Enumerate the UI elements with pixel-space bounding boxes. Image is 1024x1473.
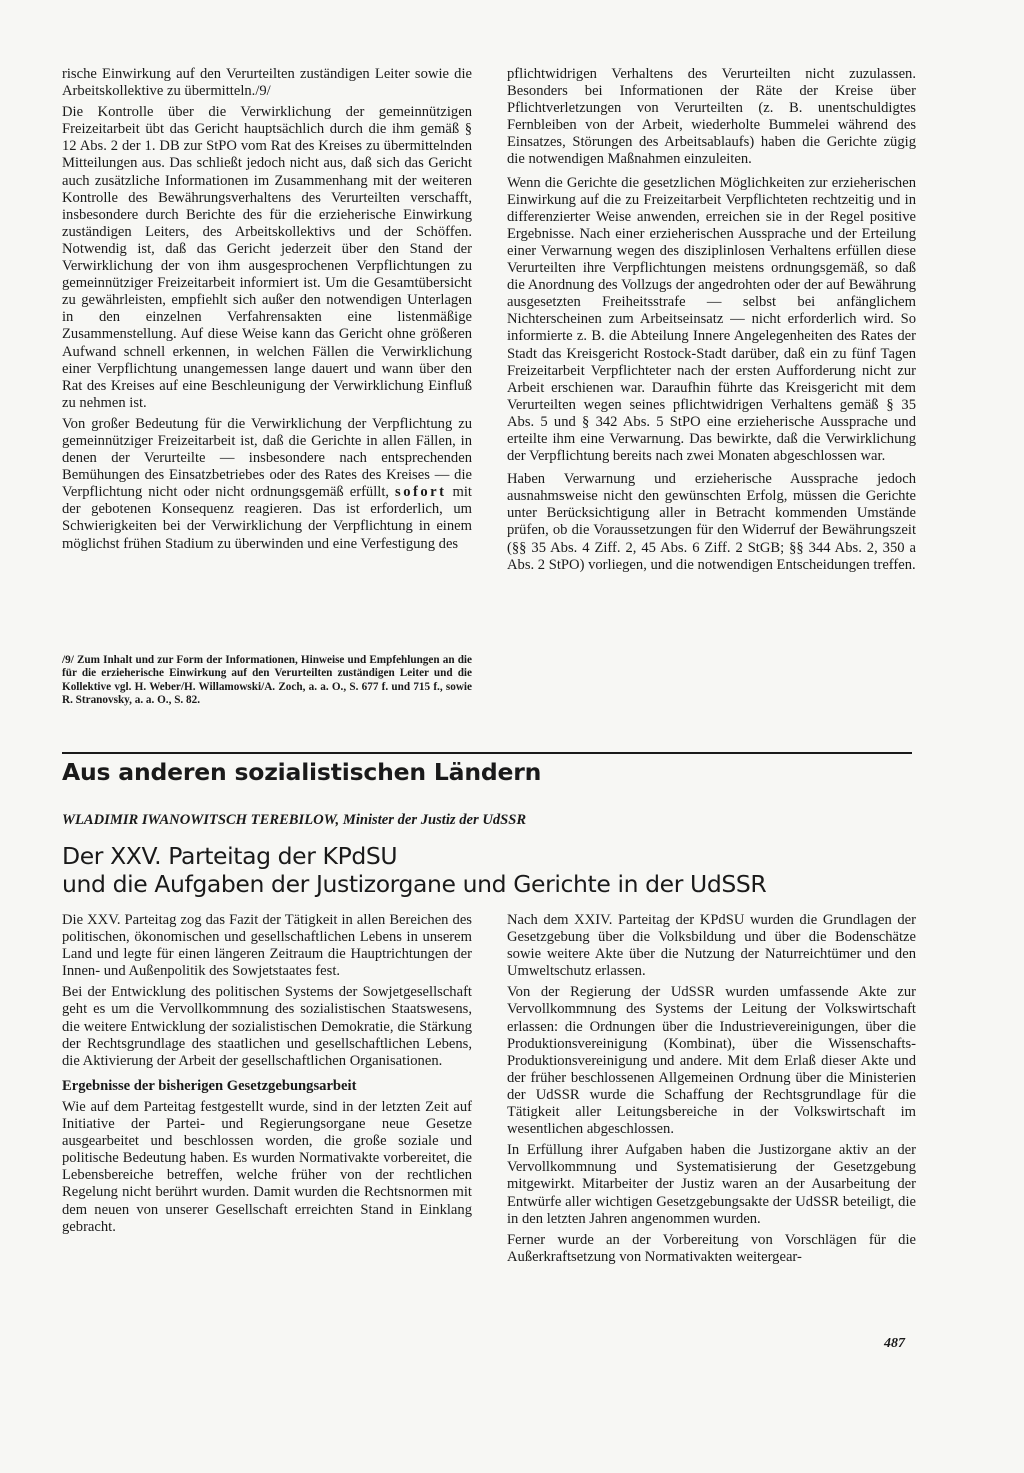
paragraph: Die XXV. Parteitag zog das Fazit der Tätigkeit in allen Bereichen des politischen, ökonomischen und gesellschaftlichen Lebens in unserem Land und legte für einen längeren Zeitraum die Hauptrichtungen der Innen- und Außenpolitik des Sowjetstaates fest.: [62, 912, 472, 980]
footnote: /9/ Zum Inhalt und zur Form der Informationen, Hinweise und Empfehlungen an die für die erzieherische Einwirkung auf den Verurteilten zuständigen Leiter und die Kollektive vgl. H. Weber/H. Willamowski/A. Zoch, a. a. O., S. 677 f. und 715 f., sowie R. Stranovsky, a. a. O., S. 82.: [62, 654, 472, 707]
emphasis-word: sofort: [395, 484, 447, 501]
headline-line-1: Der XXV. Parteitag der KPdSU: [62, 842, 398, 870]
paragraph: rische Einwirkung auf den Verurteilten zuständigen Leiter sowie die Arbeitskollektive zu übermitteln./9/: [62, 66, 472, 100]
section-divider: [62, 752, 912, 754]
paragraph: Von der Regierung der UdSSR wurden umfassende Akte zur Vervollkommnung des Systems der Leitung der Volkswirtschaft erlassen: die Ordnungen über die Industrievereinigungen, über die Produktionsvereinigung (Kombinat), über die Wissenschafts-Produktionsvereinigung und andere. Mit dem Erlaß dieser Akte und der früher beschlossenen Allgemeinen Ordnung über die Ministerien der UdSSR wurde die Schaffung der Rechtsgrundlage für die Tätigkeit aller Leitungsbereiche in der Volkswirtschaft im wesentlichen abgeschlossen.: [507, 984, 916, 1138]
paragraph: Die Kontrolle über die Verwirklichung der gemeinnützigen Freizeitarbeit übt das Gericht hauptsächlich durch die ihm gemäß § 12 Abs. 2 der 1. DB zur StPO vom Rat des Kreises zu übermittelnden Mitteilungen aus. Das schließt jedoch nicht aus, daß sich das Gericht auch zusätzliche Informationen im Zusammenhang mit der weiteren Kontrolle des Bewährungsverhaltens des Verurteilten verschafft, insbesondere durch Berichte des für die erzieherische Einwirkung zuständigen Leiters, des Arbeitskollektivs und der Schöffen. Notwendig ist, daß das Gericht jederzeit über den Stand der Verwirklichung der von ihm ausgesprochenen Verpflichtungen zu gemeinnütziger Freizeitarbeit informiert ist. Um die Gesamtübersicht zu gewährleisten, empfiehlt sich außer den notwendigen Unterlagen in den einzelnen Verfahrensakten eine listenmäßige Zusammenstellung. Auf diese Weise kann das Gericht ohne größeren Aufwand schnell erkennen, in welchen Fällen die Verwirklichung einer Verpflichtung unangemessen lange dauert und wann über den Rat des Kreises auf eine Beschleunigung der Verwirklichung Einfluß zu nehmen ist.: [62, 104, 472, 411]
page-number: 487: [884, 1336, 905, 1351]
top-right-column: [507, 66, 916, 578]
paragraph: pflichtwidrigen Verhaltens des Verurteilten nicht zuzulassen. Besonders bei Informationen der Räte der Kreise über Pflichtverletzungen von Verurteilten (z. B. unentschuldigtes Fernbleiben von der Arbeit, wiederholte Bummelei während des Einsatzes, Störungen des Arbeitsablaufs) haben die Gerichte zügig die notwendigen Maßnahmen einzuleiten.: [507, 66, 916, 168]
paragraph: Nach dem XXIV. Parteitag der KPdSU wurden die Grundlagen der Gesetzgebung über die Volksbildung und über die Bodenschätze sowie weitere Akte über die Nutzung der Naturreichtümer und den Umweltschutz erlassen.: [507, 912, 916, 980]
section-title: Aus anderen sozialistischen Ländern: [62, 758, 542, 786]
headline-line-2: und die Aufgaben der Justizorgane und Gerichte in der UdSSR: [62, 870, 767, 898]
bottom-left-column: [62, 912, 472, 1240]
top-left-column: [62, 66, 472, 557]
author-line: WLADIMIR IWANOWITSCH TEREBILOW, Minister der Justiz der UdSSR: [62, 812, 527, 828]
bottom-right-column: [507, 912, 916, 1270]
paragraph: Wenn die Gerichte die gesetzlichen Möglichkeiten zur erzieherischen Einwirkung auf die zu Freizeitarbeit Verpflichteten rechtzeitig und in differenzierter Weise anwenden, erreichen sie in der Regel positive Ergebnisse. Nach einer erzieherischen Aussprache und der Erteilung einer Verwarnung wegen des disziplinlosen Verhaltens erfüllen diese Verurteilten ihre Verpflichtungen meistens ordnungsgemäß, so daß die Anordnung des Vollzugs der angedrohten oder der auf Bewährung ausgesetzten Freiheitsstrafe — selbst bei anfänglichem Nichterscheinen zum Arbeitseinsatz — nicht erforderlich wird. So informierte z. B. die Abteilung Innere Angelegenheiten des Rates der Stadt das Kreisgericht Rostock-Stadt darüber, daß ein zu fünf Tagen Freizeitarbeit Verpflichteter nach der ersten Aufforderung nicht zur Arbeit erschienen war. Daraufhin führte das Kreisgericht mit dem Verurteilten wegen seines pflichtwidrigen Verhaltens gemäß § 35 Abs. 5 und § 342 Abs. 5 StPO eine erzieherische Aussprache und erteilte ihm eine Verwarnung. Das bewirkte, daß die Verwirklichung der Verpflichtung bereits nach zwei Monaten abgeschlossen war.: [507, 174, 916, 465]
paragraph: Ferner wurde an der Vorbereitung von Vorschlägen für die Außerkraftsetzung von Normativakten weitergear-: [507, 1231, 916, 1265]
paragraph: [62, 416, 472, 553]
paragraph-part: mit der gebotenen Konsequenz reagieren. Das ist erforderlich, um Schwierigkeiten bei der Verwirklichung der Verpflichtung in einem möglichst frühen Stadium zu überwinden und eine Verfestigung des: [62, 484, 472, 552]
article-headline: [62, 842, 922, 898]
paragraph: In Erfüllung ihrer Aufgaben haben die Justizorgane aktiv an der Vervollkommnung und Systematisierung der Gesetzgebung mitgewirkt. Mitarbeiter der Justiz waren an der Ausarbeitung der Entwürfe aller wichtigen Gesetzgebungsakte der UdSSR beteiligt, die in den letzten Jahren angenommen wurden.: [507, 1142, 916, 1227]
paragraph: Wie auf dem Parteitag festgestellt wurde, sind in der letzten Zeit auf Initiative der Partei- und Regierungsorgane neue Gesetze ausgearbeitet und beschlossen worden, die große soziale und politische Bedeutung haben. Es wurden Normativakte vorbereitet, die Lebensbereiche betreffen, welche früher von der rechtlichen Regelung nicht berührt wurden. Damit wurden die Rechtsnormen mit dem neuen von unserer Gesellschaft erreichten Stand in Einklang gebracht.: [62, 1098, 472, 1235]
paragraph-part: Von großer Bedeutung für die Verwirklichung der Verpflichtung zu gemeinnütziger Freizeitarbeit ist, daß die Gerichte in allen Fällen, in denen der Verurteilte — insbesondere nach entsprechenden Bemühungen des Einsatzbetriebes oder des Rates des Kreises — die Verpflichtung nicht oder nicht ordnungsgemäß erfüllt,: [62, 415, 472, 501]
subheading: Ergebnisse der bisherigen Gesetzgebungsarbeit: [62, 1077, 357, 1094]
paragraph: Bei der Entwicklung des politischen Systems der Sowjetgesellschaft geht es um die Vervollkommnung des sozialistischen Staatswesens, die weitere Entwicklung der sozialistischen Demokratie, die Stärkung der Rechtsgrundlage des staatlichen und gesellschaftlichen Lebens, die Aktivierung der Arbeit der gesellschaftlichen Organisationen.: [62, 984, 472, 1069]
paragraph: Haben Verwarnung und erzieherische Aussprache jedoch ausnahmsweise nicht den gewünschten Erfolg, müssen die Gerichte unter Berücksichtigung aller in Betracht kommenden Umstände prüfen, ob die Voraussetzungen für den Widerruf der Bewährungszeit (§§ 35 Abs. 4 Ziff. 2, 45 Abs. 6 Ziff. 2 StGB; §§ 344 Abs. 2, 350 a Abs. 2 StPO) vorliegen, und die notwendigen Entscheidungen treffen.: [507, 471, 916, 573]
